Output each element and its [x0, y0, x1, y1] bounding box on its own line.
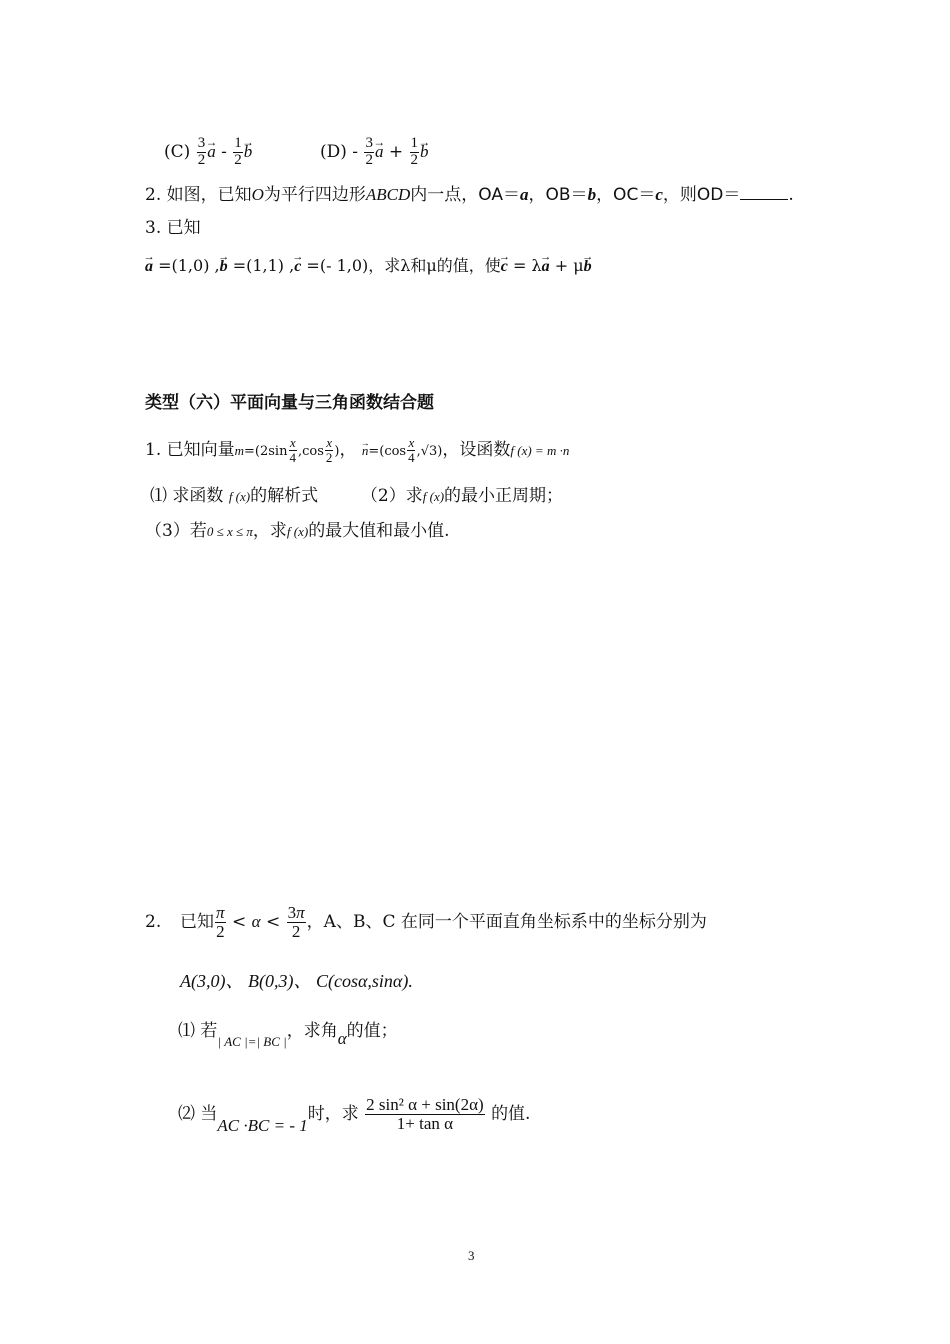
fraction-1-2: $\frac{1}{2}$	[410, 135, 419, 168]
problem-2-part-1: ⑴ 若$_{| AC |=| BC |}$，求角α的值；	[178, 1021, 398, 1049]
choice-c-label: (C)	[164, 141, 191, 162]
question-2: 2. 如图，已知O为平行四边形ABCD内一点，OA＝a，OB＝b，OC＝c，则OD＝ .	[145, 185, 794, 205]
problem-2: 2. 已知 $\frac{\pi}{2}$ < α < $\frac{3\pi}{2}$ ，A、B、C 在同一个平面直角坐标系中的坐标分别为	[145, 903, 707, 941]
problem-1-subquestion-3: （3）若0 ≤ x ≤ π，求f (x)的最大值和最小值.	[145, 521, 450, 541]
vector-b: → b	[244, 141, 253, 163]
vector-a: → a	[375, 141, 384, 163]
fraction-1-2: $\frac{1}{2}$	[234, 135, 242, 168]
choice-c: (C) $\frac{3}{2}$ → a - $\frac{1}{2}$ → b	[164, 136, 252, 169]
question-3-title: 3. 已知	[145, 218, 201, 238]
fraction-expression: $\frac{\text{2 sin² α + sin(2α)}}{\text{1+ tan α}}$	[366, 1095, 484, 1133]
choice-d: (D) - $\frac{3}{2}$ → a + $\frac{1}{2}$ → b	[320, 136, 429, 169]
problem-2-part-2: ⑵ 当AC ·BC = - 1时，求 $\frac{\text{2 sin² α + sin(2α)}}{\text{1+ tan α}}$ 的值.	[178, 1095, 531, 1135]
answer-blank[interactable]	[740, 185, 788, 200]
problem-1: 1. 已知向量m=(2sin $\frac{x}{4}$ ,cos $\frac{x}{2}$ )， → n=(cos $\frac{x}{4}$ ,√3)，设函数f (x) = m ·n	[145, 432, 569, 470]
fraction-3-2: $\frac{3}{2}$	[197, 135, 206, 168]
vector-b: → b	[420, 141, 429, 163]
page-number: 3	[468, 1248, 475, 1263]
fraction-3-2: $\frac{3}{2}$	[365, 135, 373, 168]
question-3-formula: → a =(1,0) ,→ b =(1,1) ,→ c =(- 1,0)，求λ和μ的值，使→ c = λ→ a + μ→ b	[145, 255, 592, 278]
choice-d-label: (D) -	[320, 141, 359, 162]
problem-2-coordinates: A(3,0)、 B(0,3)、 C(cosα,sinα).	[180, 971, 413, 991]
problem-1-subquestions-1-2: ⑴ 求函数 f (x)的解析式 （2）求f (x)的最小正周期；	[150, 486, 564, 506]
section-title: 类型（六）平面向量与三角函数结合题	[145, 393, 434, 413]
vector-a: → a	[207, 141, 216, 163]
